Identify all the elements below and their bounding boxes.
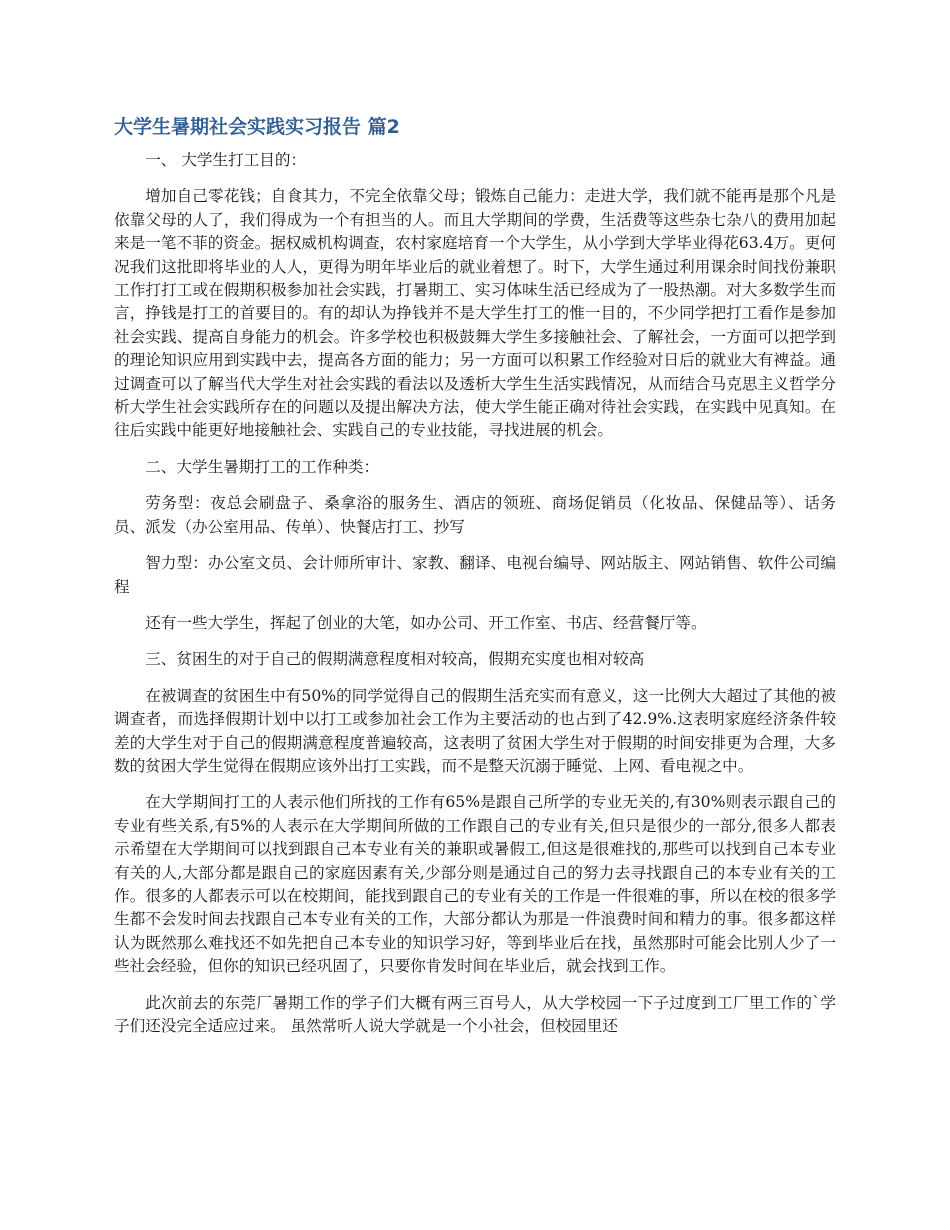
paragraph-intellectual-jobs: 智力型：办公室文员、会计师所审计、家教、翻译、电视台编导、网站版主、网站销售、软件公司编程 (114, 554, 836, 596)
paragraph-survey-results: 在被调查的贫困生中有50%的同学觉得自己的假期生活充实而有意义，这一比例大大超过了其他的被调查者，而选择假期计划中以打工或参加社会工作为主要活动的也占到了42.9%.这表明家庭经济条件较差的大学生对于自己的假期满意程度普遍较高，这表明了贫困大学生对于假期的时间安排更为合理，大多数的贫困大学生觉得在假期应该外出打工实践，而不是整天沉溺于睡觉、上网、看电视之中。 (114, 686, 836, 775)
paragraph-dongguan-factory: 此次前去的东莞厂暑期工作的学子们大概有两三百号人，从大学校园一下子过度到工厂里工作的`学子们还没完全适应过来。 虽然常听人说大学就是一个小社会，但校园里还 (114, 993, 836, 1035)
document-title: 大学生暑期社会实践实习报告 篇2 (114, 116, 400, 138)
section-heading-satisfaction: 三、贫困生的对于自己的假期满意程度相对较高，假期充实度也相对较高 (145, 650, 645, 669)
section-heading-job-types: 二、大学生暑期打工的工作种类： (145, 457, 380, 476)
paragraph-purpose-body: 增加自己零花钱；自食其力，不完全依靠父母；锻炼自己能力：走进大学，我们就不能再是那个凡是依靠父母的人了，我们得成为一个有担当的人。而且大学期间的学费，生活费等这些杂七杂八的费用加起来是一笔不菲的资金。据权威机构调查，农村家庭培育一个大学生，从小学到大学毕业得花63.4万。更何况我们这批即将毕业的人人，更得为明年毕业后的就业着想了。时下，大学生通过利用课余时间找份兼职工作打打工或在假期积极参加社会实践，打暑期工、实习体味生活已经成为了一股热潮。对大多数学生而言，挣钱是打工的首要目的。有的却认为挣钱并不是大学生打工的惟一目的，不少同学把打工看作是参加社会实践、提高自身能力的机会。许多学校也积极鼓舞大学生多接触社会、了解社会，一方面可以把学到的理论知识应用到实践中去，提高各方面的能力；另一方面可以积累工作经验对日后的就业大有裨益。通过调查可以了解当代大学生对社会实践的看法以及透析大学生生活实践情况，从而结合马克思主义哲学分析大学生社会实践所存在的问题以及提出解决方法，使大学生能正确对待社会实践，在实践中见真知。在往后实践中能更好地接触社会、实践自己的专业技能，寻找进展的机会。 (114, 187, 836, 440)
paragraph-entrepreneurship: 还有一些大学生，挥起了创业的大笔，如办公司、开工作室、书店、经营餐厅等。 (145, 613, 707, 632)
paragraph-labor-jobs: 劳务型：夜总会刷盘子、桑拿浴的服务生、酒店的领班、商场促销员（化妆品、保健品等）、话务员、派发（办公室用品、传单）、快餐店打工、抄写 (114, 494, 836, 536)
section-heading-purpose: 一、 大学生打工目的： (145, 151, 307, 169)
paragraph-major-relevance: 在大学期间打工的人表示他们所找的工作有65%是跟自己所学的专业无关的,有30%则表示跟自己的专业有些关系,有5%的人表示在大学期间所做的工作跟自己的专业有关,但只是很少的一部分,很多人都表示希望在大学期间可以找到跟自己本专业有关的兼职或暑假工,但这是很难找的,那些可以找到自己本专业有关的人,大部分都是跟自己的家庭因素有关,少部分则是通过自己的努力去寻找跟自己的本专业有关的工作。很多的人都表示可以在校期间，能找到跟自己的专业有关的工作是一件很难的事，所以在校的很多学生都不会发时间去找跟自己本专业有关的工作，大部分都认为那是一件浪费时间和精力的事。很多都这样认为既然那么难找还不如先把自己本专业的知识学习好，等到毕业后在找，虽然那时可能会比别人少了一些社会经验，但你的知识已经巩固了，只要你肯发时间在毕业后，就会找到工作。 (114, 793, 836, 976)
